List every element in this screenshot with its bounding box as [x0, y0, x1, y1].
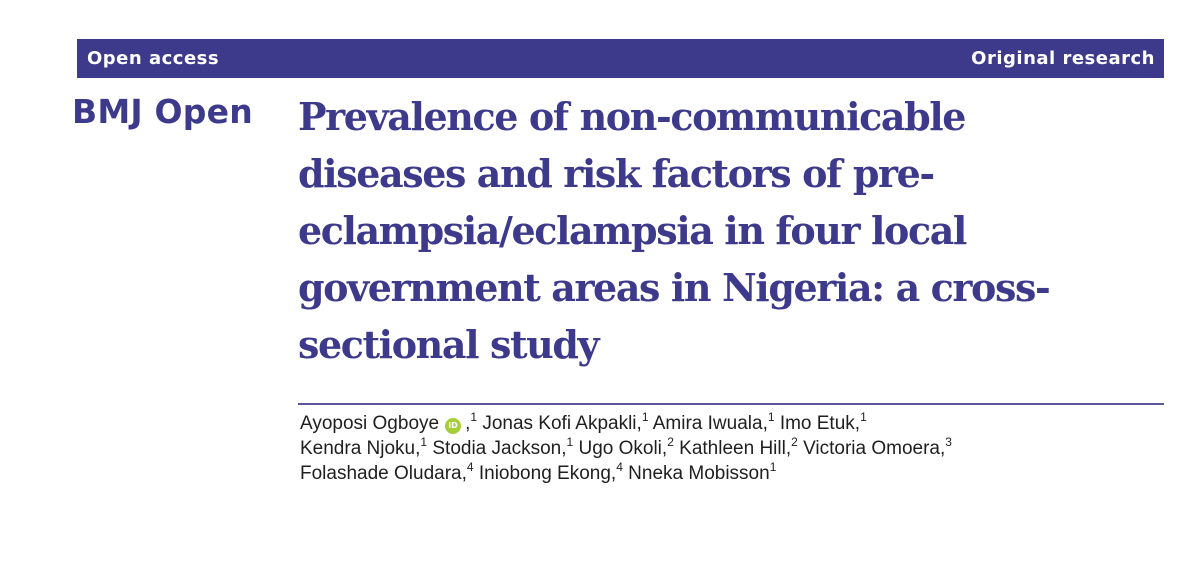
open-access-label: Open access [87, 48, 220, 69]
author-affiliation: 1 [769, 459, 777, 474]
article-type-label: Original research [971, 48, 1155, 69]
author-line: Kendra Njoku,$^1$ Stodia Jackson,$^1$ Ugo Okoli,$^2$ Kathleen Hill,$^2$ Victoria Omoera,$^3$ [300, 434, 952, 459]
author-list [300, 411, 1180, 486]
author-affiliation: 4 [466, 459, 474, 474]
article-title [298, 88, 1178, 373]
author-affiliation: 1 [420, 434, 428, 449]
orcid-icon[interactable]: iD [445, 418, 461, 434]
author-name: Imo Etuk [779, 413, 855, 434]
author-affiliation: 1 [566, 434, 574, 449]
article-banner [77, 39, 1164, 78]
title-line: sectional study [298, 322, 599, 367]
title-line: eclampsia/eclampsia in four local [298, 208, 966, 253]
title-line: Prevalence of non-communicable [298, 94, 966, 139]
author-affiliation: 2 [791, 434, 798, 449]
author-name: Nneka Mobisson [628, 463, 770, 484]
title-line: government areas in Nigeria: a cross- [298, 265, 1050, 310]
author-line: Folashade Oludara,$^4$ Iniobong Ekong,$^4$ Nneka Mobisson$^1$ [300, 459, 777, 484]
author-name: Victoria Omoera [803, 438, 941, 459]
author-affiliation: 1 [641, 409, 649, 424]
author-affiliation: 2 [667, 434, 674, 449]
author-name: Stodia Jackson [432, 438, 562, 459]
author-name: Ayoposi Ogboye [300, 413, 440, 434]
title-divider [298, 403, 1164, 405]
author-line: Ayoposi Ogboye iD ,$^1$ Jonas Kofi Akpakli,$^1$ Amira Iwuala,$^1$ Imo Etuk,$^1$ [300, 409, 867, 434]
journal-logo: BMJ Open [72, 92, 253, 131]
author-affiliation: 4 [616, 459, 623, 474]
author-name: Iniobong Ekong [478, 463, 611, 484]
author-affiliation: 1 [860, 409, 867, 424]
author-name: Ugo Okoli [578, 438, 662, 459]
author-affiliation: 1 [767, 409, 775, 424]
title-line: diseases and risk factors of pre- [298, 151, 934, 196]
author-name: Amira Iwuala [652, 413, 763, 434]
author-name: Folashade Oludara [300, 463, 462, 484]
author-name: Jonas Kofi Akpakli [482, 413, 637, 434]
author-name: Kendra Njoku [300, 438, 416, 459]
author-affiliation: 1 [470, 409, 478, 424]
author-affiliation: 3 [945, 434, 952, 449]
author-name: Kathleen Hill [679, 438, 786, 459]
